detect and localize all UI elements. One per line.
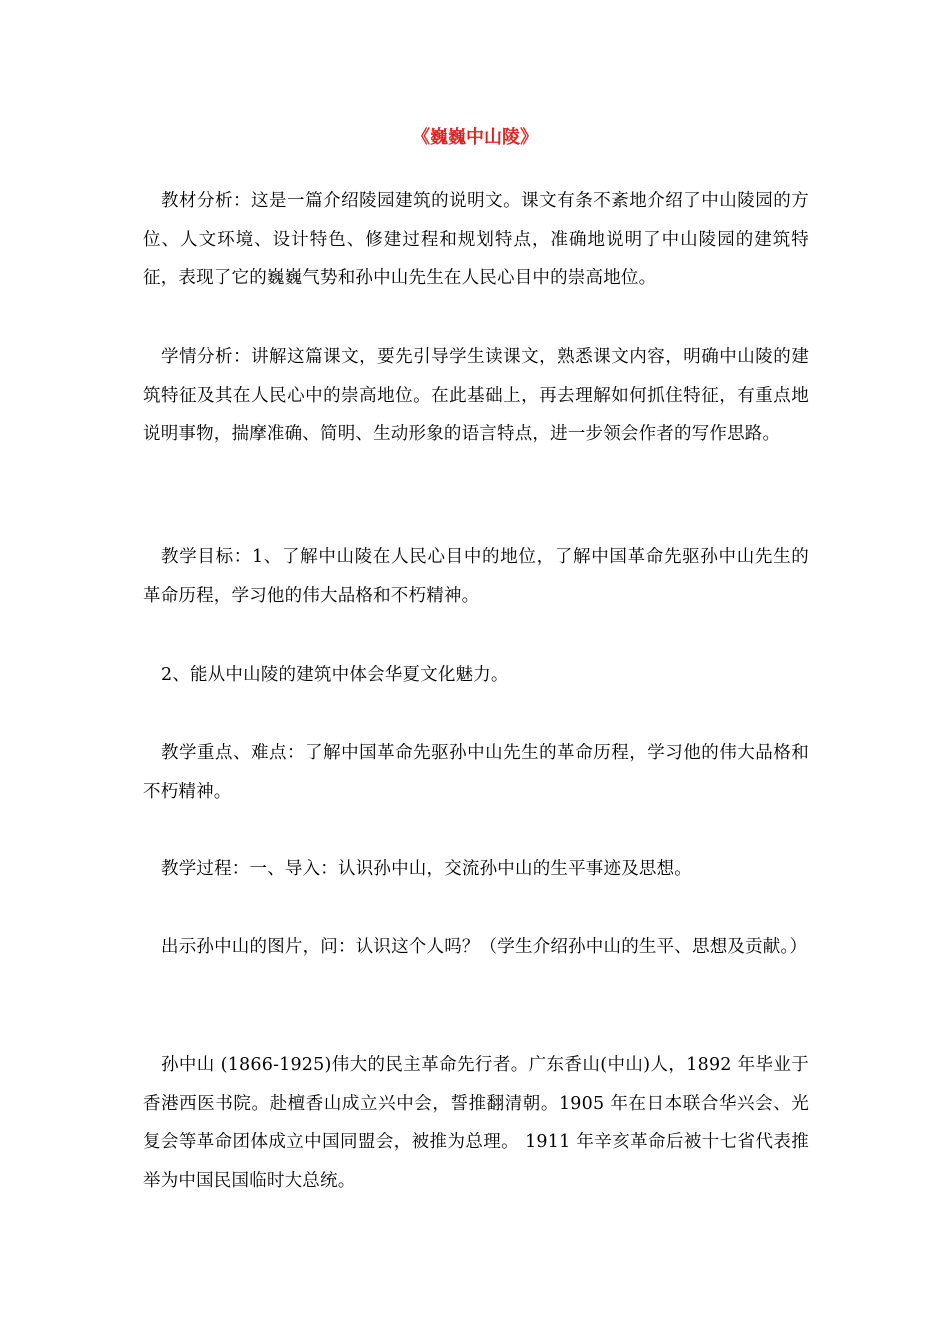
paragraph-teaching-goal-1: 教学目标：1、了解中山陵在人民心目中的地位，了解中国革命先驱孙中山先生的革命历程，学习他的伟大品格和不朽精神。 xyxy=(143,547,809,606)
paragraph-textbook-analysis: 教材分析：这是一篇介绍陵园建筑的说明文。课文有条不紊地介绍了中山陵园的方位、人文环境、设计特色、修建过程和规划特点，准确地说明了中山陵园的建筑特征，表现了它的巍巍气势和孙中山先生在人民心目中的崇高地位。 xyxy=(143,191,809,288)
paragraph-key-difficult-points: 教学重点、难点：了解中国革命先驱孙中山先生的革命历程，学习他的伟大品格和不朽精神。 xyxy=(143,743,809,802)
paragraph-show-picture: 出示孙中山的图片，问：认识这个人吗？（学生介绍孙中山的生平、思想及贡献。） xyxy=(161,937,808,957)
paragraph-teaching-goal-2: 2、能从中山陵的建筑中体会华夏文化魅力。 xyxy=(161,665,509,685)
paragraph-student-analysis: 学情分析：讲解这篇课文，要先引导学生读课文，熟悉课文内容，明确中山陵的建筑特征及其在人民心中的崇高地位。在此基础上，再去理解如何抓住特征，有重点地说明事物，揣摩准确、简明、生动形象的语言特点，进一步领会作者的写作思路。 xyxy=(143,347,809,444)
paragraph-sun-yat-sen-bio: 孙中山 (1866-1925)伟大的民主革命先行者。广东香山(中山)人，1892 年毕业于香港西医书院。赴檀香山成立兴中会，誓推翻清朝。1905 年在日本联合华兴会、光复会等革命团体成立中国同盟会，被推为总理。 1911 年辛亥革命后被十七省代表推举为中国民国临时大总统。 xyxy=(143,1055,809,1191)
paragraph-teaching-process: 教学过程：一、导入：认识孙中山，交流孙中山的生平事迹及思想。 xyxy=(161,859,692,879)
document-title: 《巍巍中山陵》 xyxy=(412,127,538,148)
